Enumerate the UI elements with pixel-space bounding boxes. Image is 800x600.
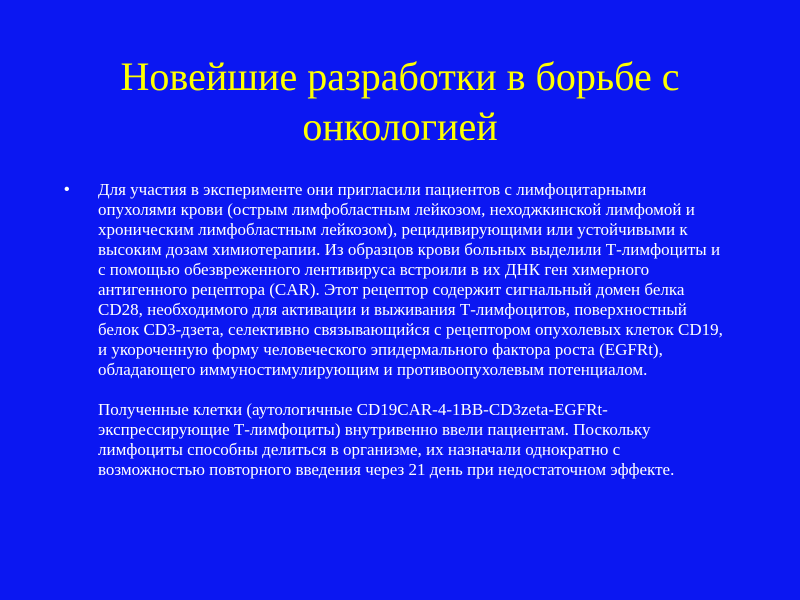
slide-title: Новейшие разработки в борьбе с онкологией bbox=[120, 54, 680, 149]
bullet-list bbox=[64, 180, 724, 480]
bullet-item bbox=[64, 180, 724, 480]
bullet-icon: • bbox=[64, 181, 70, 198]
bullet-paragraph-2: Полученные клетки (аутологичные CD19CAR-4-1BB-CD3zeta-EGFRt-экспрессирующие Т-лимфоциты) внутривенно ввели пациентам. Поскольку лимфоциты способны делиться в организме, их назначали однократно с возможностью повторного введения через 21 день при недостаточном эффекте. bbox=[98, 400, 675, 479]
bullet-paragraph-1: Для участия в эксперименте они пригласили пациентов с лимфоцитарными опухолями крови (острым лимфобластным лейкозом, неходжкинской лимфомой и хроническим лимфобластным лейкозом), рецидивирующими или устойчивыми к высоким дозам химиотерапии. Из образцов крови больных выделили Т-лимфоциты и с помощью обезвреженного лентивируса встроили в их ДНК ген химерного антигенного рецептора (CAR). Этот рецептор содержит сигнальный домен белка CD28, необходимого для активации и выживания Т-лимфоцитов, поверхностный белок CD3-дзета, селективно связывающийся с рецептором опухолевых клеток CD19, и укороченную форму человеческого эпидермального фактора роста (EGFRt), обладающего иммуностимулирующим и противоопухолевым потенциалом. bbox=[98, 180, 723, 379]
